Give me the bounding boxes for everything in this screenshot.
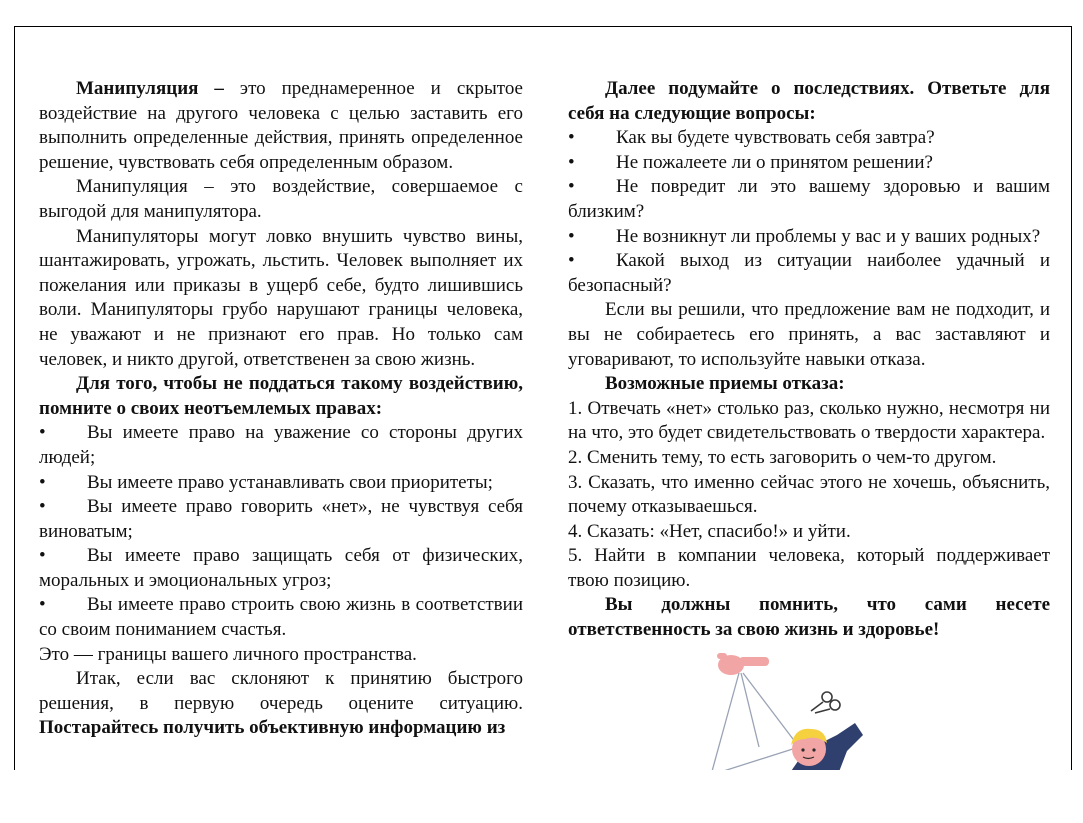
paragraph-manipulators: Манипуляторы могут ловко внушить чувство вины, шантажировать, угрожать, льстить. Человек выполняет их пожелания или приказы в ущерб себе, будто лишившись воли. Манипуляторы грубо нарушают границы человека, не уважают и не признают его прав. Но только сам человек, и никто другой, ответственен за свою жизнь.	[39, 225, 523, 370]
bullet-icon: •	[568, 127, 575, 149]
closing-statement: Вы должны помнить, что сами несете ответственность за свою жизнь и здоровье!	[568, 594, 1050, 641]
question-text: Не возникнут ли проблемы у вас и у ваших родных?	[616, 225, 1041, 247]
list-item-question-2	[568, 151, 1050, 176]
refusal-method-2: 2. Сменить тему, то есть заговорить о чем-то другом.	[568, 446, 997, 468]
bullet-icon: •	[39, 471, 46, 493]
bullet-icon: •	[39, 545, 46, 567]
left-column	[39, 77, 523, 741]
right-column	[568, 77, 1050, 643]
assess-bold-text: Постарайтесь получить объективную информацию из	[39, 717, 506, 739]
assess-text: Итак, если вас склоняют к принятию быстрого решения, в первую очередь оцените ситуацию.	[39, 668, 523, 714]
right-text: Вы имеете право строить свою жизнь в соответствии со своим пониманием счастья.	[39, 594, 523, 641]
list-item-question-3	[568, 175, 1050, 224]
paragraph-definition	[39, 77, 523, 175]
list-item-question-1	[568, 126, 1050, 151]
manipulation-illustration	[687, 647, 887, 770]
bullet-icon: •	[39, 422, 46, 444]
right-text: Вы имеете право говорить «нет», не чувствуя себя виноватым;	[39, 496, 523, 542]
refusal-method-1: 1. Отвечать «нет» столько раз, сколько нужно, несмотря ни на что, это будет свидетельствовать о твердости характера.	[568, 397, 1050, 444]
definition-text: это преднамеренное и скрытое воздействие на другого человека с целью заставить его выполнить определенные действия, принять определенное решение, чувствовать себя определенным образом.	[39, 78, 523, 173]
paragraph-refusal-intro: Если вы решили, что предложение вам не подходит, и вы не собираетесь его принять, а вас заставляют и уговаривают, то используйте навыки отказа.	[568, 299, 1050, 370]
question-text: Не пожалеете ли о принятом решении?	[616, 151, 933, 173]
paragraph-assess	[39, 667, 523, 741]
list-item-question-5	[568, 249, 1050, 298]
bullet-icon: •	[568, 176, 575, 198]
question-text: Какой выход из ситуации наиболее удачный и безопасный?	[568, 250, 1050, 296]
refusal-method-4: 4. Сказать: «Нет, спасибо!» и уйти.	[568, 520, 851, 542]
document-page	[14, 26, 1072, 770]
term-manipulation: Манипуляция –	[76, 78, 224, 99]
list-item-question-4	[568, 225, 1050, 250]
boundaries-line: Это — границы вашего личного пространства.	[39, 643, 417, 665]
bullet-icon: •	[568, 250, 575, 272]
question-text: Не повредит ли это вашему здоровью и вашим близким?	[568, 176, 1050, 222]
refusal-heading: Возможные приемы отказа:	[605, 373, 845, 395]
refusal-method-5: 5. Найти в компании человека, который поддерживает твою позицию.	[568, 545, 1050, 591]
strings-icon	[711, 673, 799, 770]
question-text: Как вы будете чувствовать себя завтра?	[616, 127, 935, 149]
list-item-right-2	[39, 471, 523, 496]
refusal-method-3: 3. Сказать, что именно сейчас этого не хочешь, объяснить, почему отказываешься.	[568, 471, 1050, 518]
bullet-icon: •	[568, 225, 575, 247]
consequences-heading: Далее подумайте о последствиях. Ответьте для себя на следующие вопросы:	[568, 78, 1050, 124]
right-text: Вы имеете право защищать себя от физических, моральных и эмоциональных угроз;	[39, 545, 523, 591]
person-icon	[787, 723, 863, 770]
bullet-icon: •	[39, 496, 46, 518]
list-item-right-4	[39, 544, 523, 593]
list-item-right-1	[39, 421, 523, 470]
rights-heading: Для того, чтобы не поддаться такому воздействию, помните о своих неотъемлемых правах:	[39, 373, 523, 419]
right-text: Вы имеете право на уважение со стороны других людей;	[39, 422, 523, 468]
scissors-icon	[811, 692, 840, 713]
bullet-icon: •	[39, 594, 46, 616]
bullet-icon: •	[568, 151, 575, 173]
paragraph-benefit: Манипуляция – это воздействие, совершаемое с выгодой для манипулятора.	[39, 176, 523, 222]
list-item-right-3	[39, 495, 523, 544]
right-text: Вы имеете право устанавливать свои приоритеты;	[87, 471, 493, 493]
list-item-right-5	[39, 593, 523, 642]
hand-icon	[717, 653, 769, 675]
